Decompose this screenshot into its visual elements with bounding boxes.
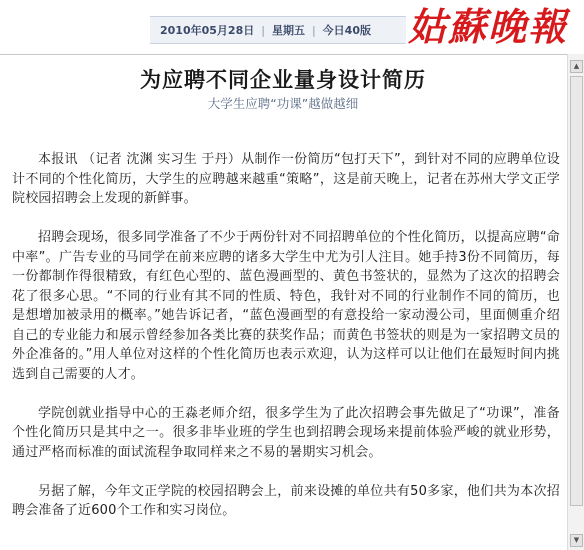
masthead — [0, 0, 584, 54]
page-count-link[interactable]: 今日40版 — [322, 24, 371, 37]
newspaper-logo: 姑蘇晚報 — [408, 4, 569, 49]
article-title: 为应聘不同企业量身设计简历 — [140, 68, 426, 92]
paragraph: 招聘会现场，很多同学准备了不少于两份针对不同招聘单位的个性化简历，以提高应聘“命中率”。广告专业的马同学在前来应聘的诸多大学生中尤为引人注目。她手持3份不同简历，每一份都制作得很精致，有红色心型的、蓝色漫画型的、黄色书签状的，显然为了这次的招聘会花了很多心思。“不同的行业有其不同的性质、特色，我针对不同的行业制作不同的简历，也是想增加被录用的概率。”她告诉记者，“蓝色漫画型的有意投给一家动漫公司，里面侧重介绍自己的专业能力和展示曾经参加各类比赛的获奖作品；而黄色书签状的则是为一家招聘文员的外企准备的。”用人单位对这样的个性化简历也表示欢迎，认为这样可以让他们在最短时间内挑选到自己需要的人才。 — [12, 230, 560, 382]
paragraph: 学院创就业指导中心的王淼老师介绍，很多学生为了此次招聘会事先做足了“功课”，准备个性化简历只是其中之一。很多非毕业班的学生也到招聘会现场来提前体验严峻的就业形势，通过严格而标准的面试流程争取同样来之不易的暑期实习机会。 — [12, 405, 560, 460]
paragraph: 本报讯 （记者 沈渊 实习生 于丹）从制作一份简历“包打天下”，到针对不同的应聘单位设计不同的个性化简历，大学生的应聘越来越重“策略”，这是前天晚上，记者在苏州大学文正学院校园招聘会上发现的新鲜事。 — [12, 152, 560, 206]
issue-date: 2010年05月28日 — [160, 24, 255, 37]
issue-weekday: 星期五 — [271, 24, 305, 37]
paragraph: 另据了解，今年文正学院的校园招聘会上，前来设摊的单位共有50多家，他们共为本次招聘会准备了近600个工作和实习岗位。 — [12, 483, 560, 518]
divider: | — [311, 23, 316, 37]
scroll-thumb[interactable] — [570, 76, 583, 506]
article-subtitle: 大学生应聘“功课”越做越细 — [207, 96, 359, 111]
article-body — [12, 150, 560, 540]
scroll-up-arrow-icon[interactable]: ▲ — [570, 60, 583, 73]
scroll-down-arrow-icon[interactable]: ▼ — [570, 534, 583, 547]
dateline — [150, 16, 406, 44]
divider: | — [261, 23, 265, 37]
vertical-scrollbar[interactable] — [567, 54, 584, 550]
